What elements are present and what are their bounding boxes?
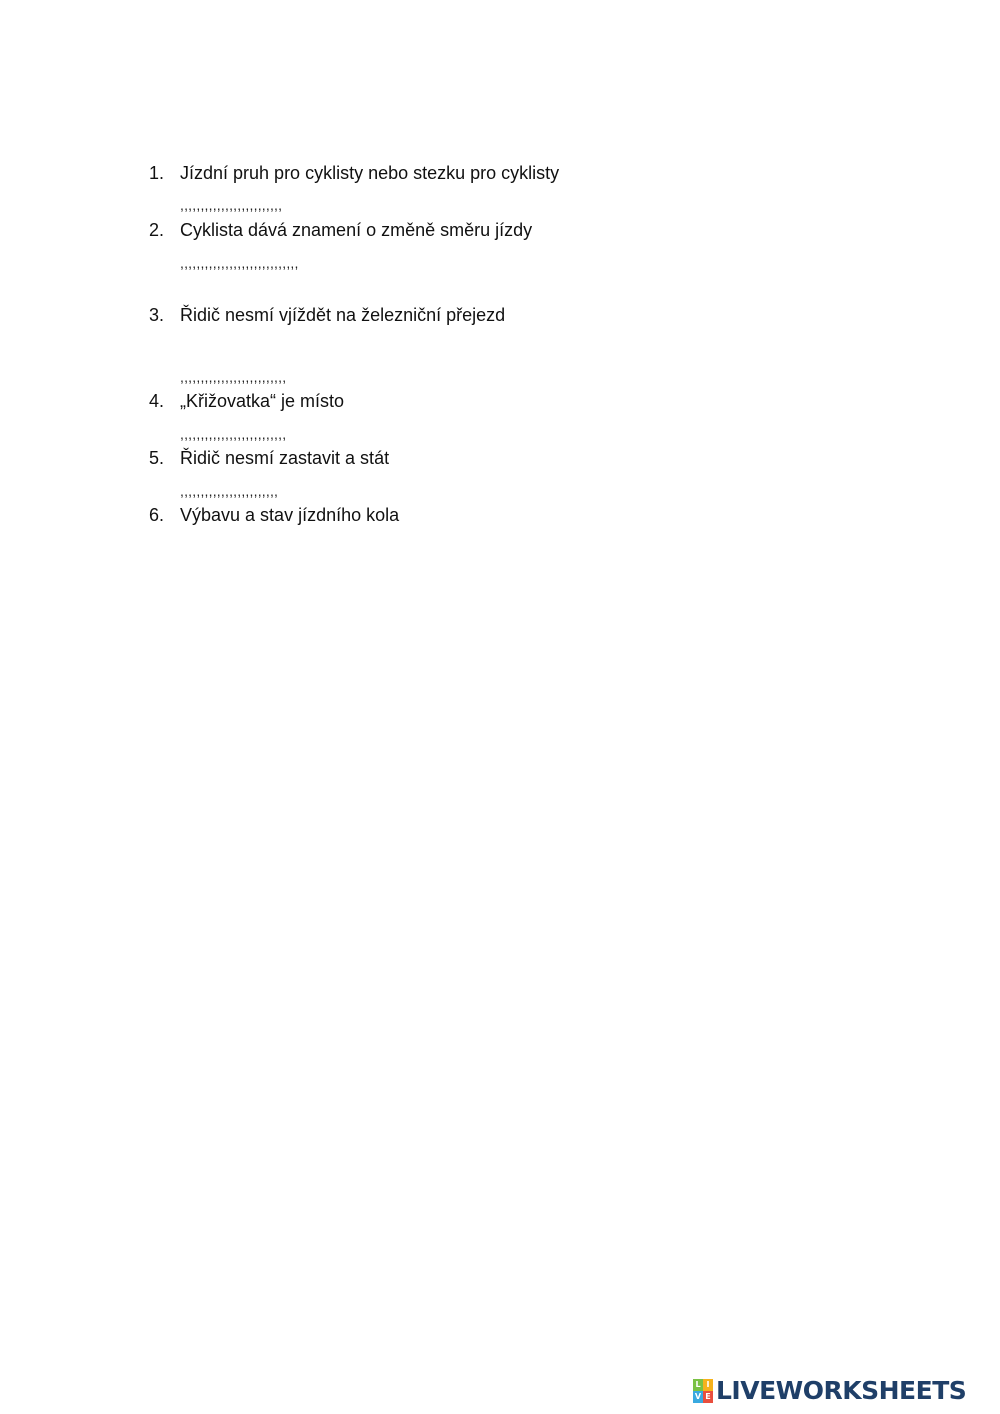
logo-letter: V [694, 1392, 702, 1401]
answer-line-4: ,,,,,,,,,,,,,,,,,,,,,,,,,, [180, 426, 287, 442]
logo-letter: L [693, 1379, 703, 1391]
live-logo-icon [693, 1379, 713, 1403]
brand-name: LIVEWORKSHEETS [716, 1376, 967, 1405]
question-text: „Křižovatka“ je místo [180, 391, 345, 411]
question-3 [149, 304, 505, 326]
question-number: 2. [149, 220, 165, 240]
question-6 [149, 504, 399, 526]
question-number: 6. [149, 505, 165, 525]
question-number: 4. [149, 391, 165, 411]
answer-line-1: ,,,,,,,,,,,,,,,,,,,,,,,,, [180, 197, 283, 213]
logo-letter: I [703, 1379, 713, 1391]
question-2 [149, 219, 532, 241]
liveworksheets-logo [693, 1375, 966, 1407]
question-4 [149, 390, 344, 412]
question-text: Řidič nesmí vjíždět na železniční přejezd [180, 305, 506, 325]
question-number: 1. [149, 163, 165, 183]
question-number: 5. [149, 448, 165, 468]
question-1 [149, 162, 559, 184]
answer-line-3: ,,,,,,,,,,,,,,,,,,,,,,,,,, [180, 369, 287, 385]
answer-line-5: ,,,,,,,,,,,,,,,,,,,,,,,, [180, 483, 279, 499]
question-text: Výbavu a stav jízdního kola [180, 505, 400, 525]
question-text: Jízdní pruh pro cyklisty nebo stezku pro cyklisty [180, 163, 560, 183]
question-5 [149, 447, 389, 469]
question-text: Cyklista dává znamení o změně směru jízdy [180, 220, 533, 240]
question-number: 3. [149, 305, 165, 325]
question-text: Řidič nesmí zastavit a stát [180, 448, 390, 468]
answer-line-2: ,,,,,,,,,,,,,,,,,,,,,,,,,,,,, [180, 255, 299, 271]
logo-letter: E [703, 1391, 713, 1403]
